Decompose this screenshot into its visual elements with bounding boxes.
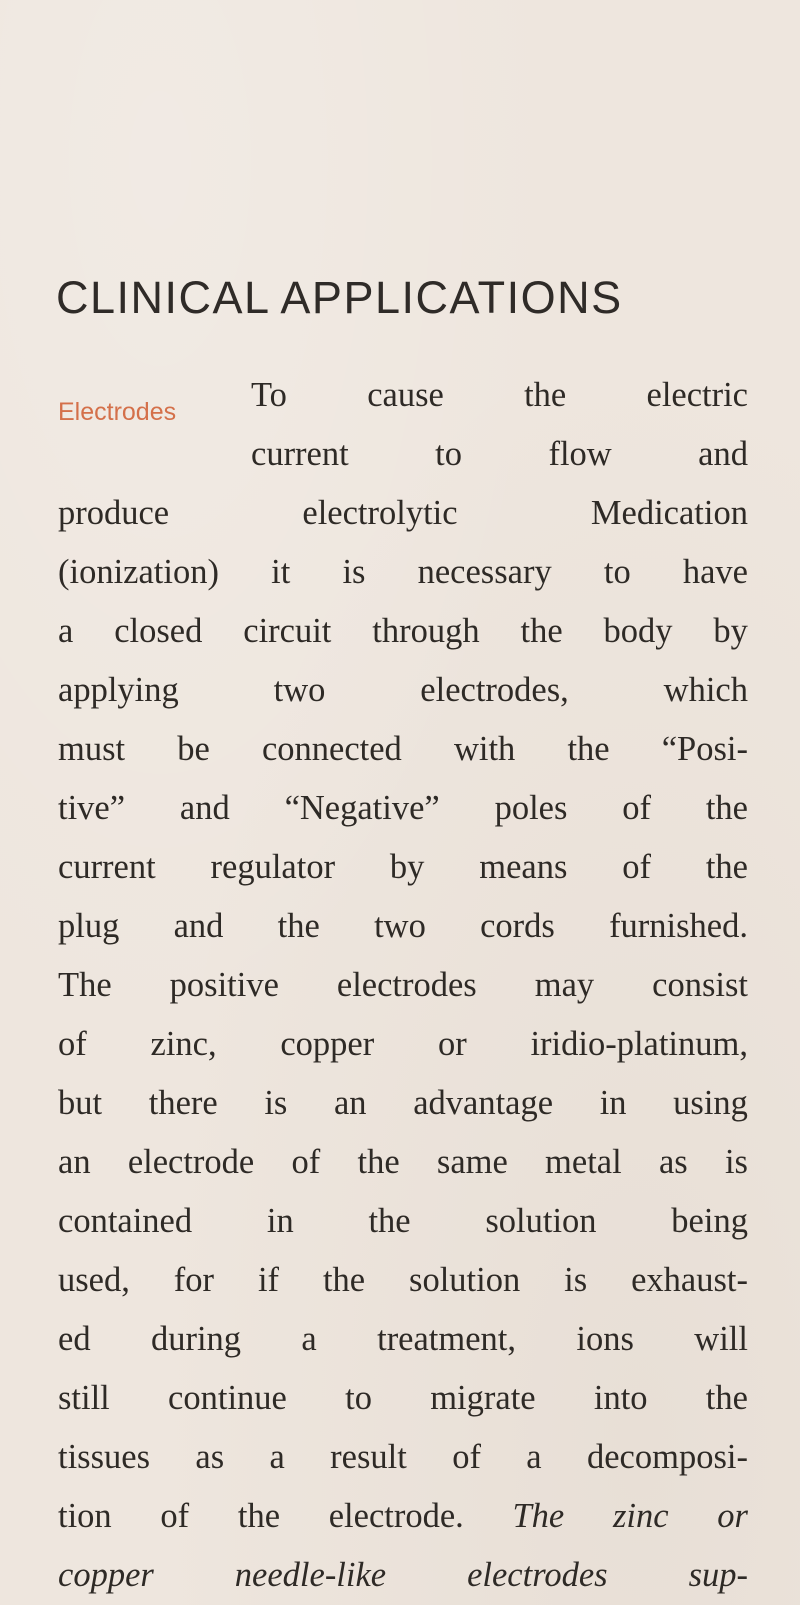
word: poles [494, 789, 568, 827]
word: as [658, 1143, 688, 1181]
word: still [58, 1379, 110, 1417]
text-line [58, 956, 748, 1015]
text-line [58, 1310, 748, 1369]
word: used, [58, 1261, 130, 1299]
text-line [58, 1192, 748, 1251]
word: there [148, 1084, 218, 1122]
word: copper [280, 1025, 375, 1063]
text-line [58, 661, 748, 720]
word: electrode. [328, 1497, 464, 1535]
word: but [58, 1084, 103, 1122]
word: an [333, 1084, 367, 1122]
word: the [705, 789, 748, 827]
word: continue [168, 1379, 287, 1417]
word: as [195, 1438, 225, 1476]
word: of [452, 1438, 481, 1476]
word: applying [58, 671, 179, 709]
word: of [291, 1143, 321, 1181]
word: circuit [243, 612, 332, 650]
word: be [177, 730, 210, 768]
word: electrode [127, 1143, 255, 1181]
word: ed [58, 1320, 91, 1358]
word: the [357, 1143, 400, 1181]
word: for [173, 1261, 215, 1299]
word: it [271, 553, 291, 591]
word: copper [58, 1556, 154, 1594]
margin-note: Electrodes [58, 398, 177, 426]
word: two [374, 907, 426, 945]
word: The [58, 966, 112, 1004]
word: and [179, 789, 230, 827]
word: and [698, 435, 748, 473]
word: is [264, 1084, 288, 1122]
word: (ionization) [58, 553, 219, 591]
word: may [534, 966, 595, 1004]
word: zinc, [150, 1025, 217, 1063]
word: the [520, 612, 563, 650]
word: migrate [430, 1379, 536, 1417]
text-line [58, 1546, 748, 1605]
word: cords [480, 907, 555, 945]
word: sup- [688, 1556, 748, 1594]
text-line [58, 543, 748, 602]
text-line [58, 838, 748, 897]
word: electric [646, 376, 748, 414]
word: using [673, 1084, 748, 1122]
word: into [593, 1379, 648, 1417]
word: “Negative” [284, 789, 440, 827]
word: electrodes, [420, 671, 569, 709]
word: to [345, 1379, 372, 1417]
word: tive” [58, 789, 126, 827]
word: electrodes [467, 1556, 608, 1594]
word: the [368, 1202, 411, 1240]
word: metal [545, 1143, 622, 1181]
text-line [58, 1487, 748, 1546]
word: the [705, 848, 748, 886]
word: consist [652, 966, 748, 1004]
word: treatment, [377, 1320, 517, 1358]
word: iridio-platinum, [530, 1025, 748, 1063]
word: needle-like [234, 1556, 387, 1594]
word: regulator [210, 848, 336, 886]
word: The [512, 1497, 565, 1535]
word: an [58, 1143, 91, 1181]
word: being [671, 1202, 748, 1240]
word: produce [58, 494, 170, 532]
word: the [277, 907, 320, 945]
word: is [342, 553, 366, 591]
word: with [453, 730, 516, 768]
word: plug [58, 907, 120, 945]
word: contained [58, 1202, 193, 1240]
word: or [717, 1497, 748, 1535]
body-paragraph [58, 366, 748, 1605]
word: a [269, 1438, 285, 1476]
text-line [58, 1015, 748, 1074]
word: current [251, 435, 349, 473]
word: body [603, 612, 673, 650]
word: To [251, 376, 287, 414]
text-line [58, 602, 748, 661]
word: “Posi- [661, 730, 748, 768]
word: electrolytic [302, 494, 458, 532]
word: advantage [413, 1084, 554, 1122]
word: the [322, 1261, 366, 1299]
word: the [567, 730, 610, 768]
word: current [58, 848, 156, 886]
word: connected [261, 730, 402, 768]
word: of [58, 1025, 87, 1063]
text-line [58, 720, 748, 779]
word: and [173, 907, 224, 945]
text-line [58, 1133, 748, 1192]
word: electrodes [336, 966, 477, 1004]
word: cause [367, 376, 444, 414]
word: flow [548, 435, 612, 473]
word: in [599, 1084, 627, 1122]
word: solution [485, 1202, 597, 1240]
word: solution [409, 1261, 521, 1299]
word: must [58, 730, 126, 768]
word: is [724, 1143, 748, 1181]
text-line [58, 1369, 748, 1428]
word: ions [576, 1320, 634, 1358]
word: Medication [590, 494, 748, 532]
word: of [160, 1497, 190, 1535]
text-line [251, 366, 748, 425]
word: same [436, 1143, 508, 1181]
text-line [58, 779, 748, 838]
text-line [58, 1074, 748, 1133]
word: through [372, 612, 480, 650]
word: to [603, 553, 631, 591]
word: or [437, 1025, 467, 1063]
word: two [273, 671, 326, 709]
word: exhaust- [631, 1261, 748, 1299]
word: means [479, 848, 568, 886]
text-line [58, 897, 748, 956]
text-line [58, 1251, 748, 1310]
word: in [266, 1202, 294, 1240]
word: of [622, 848, 651, 886]
word: which [663, 671, 748, 709]
word: by [713, 612, 748, 650]
page-heading: CLINICAL APPLICATIONS [56, 272, 623, 323]
word: will [694, 1320, 748, 1358]
word: during [150, 1320, 242, 1358]
word: positive [169, 966, 279, 1004]
word: by [389, 848, 425, 886]
word: zinc [612, 1497, 669, 1535]
word: furnished. [609, 907, 748, 945]
text-line [58, 1428, 748, 1487]
word: the [705, 1379, 748, 1417]
word: necessary [417, 553, 552, 591]
word: result [330, 1438, 407, 1476]
word: of [622, 789, 651, 827]
word: the [237, 1497, 281, 1535]
word: the [524, 376, 567, 414]
word: tissues [58, 1438, 151, 1476]
word: tion [58, 1497, 112, 1535]
word: have [682, 553, 748, 591]
word: is [564, 1261, 588, 1299]
text-line [58, 484, 748, 543]
word: if [257, 1261, 280, 1299]
word: to [435, 435, 462, 473]
word: a [301, 1320, 317, 1358]
word: decomposi- [586, 1438, 748, 1476]
text-line [251, 425, 748, 484]
word: a [526, 1438, 542, 1476]
word: closed [114, 612, 203, 650]
word: a [58, 612, 74, 650]
